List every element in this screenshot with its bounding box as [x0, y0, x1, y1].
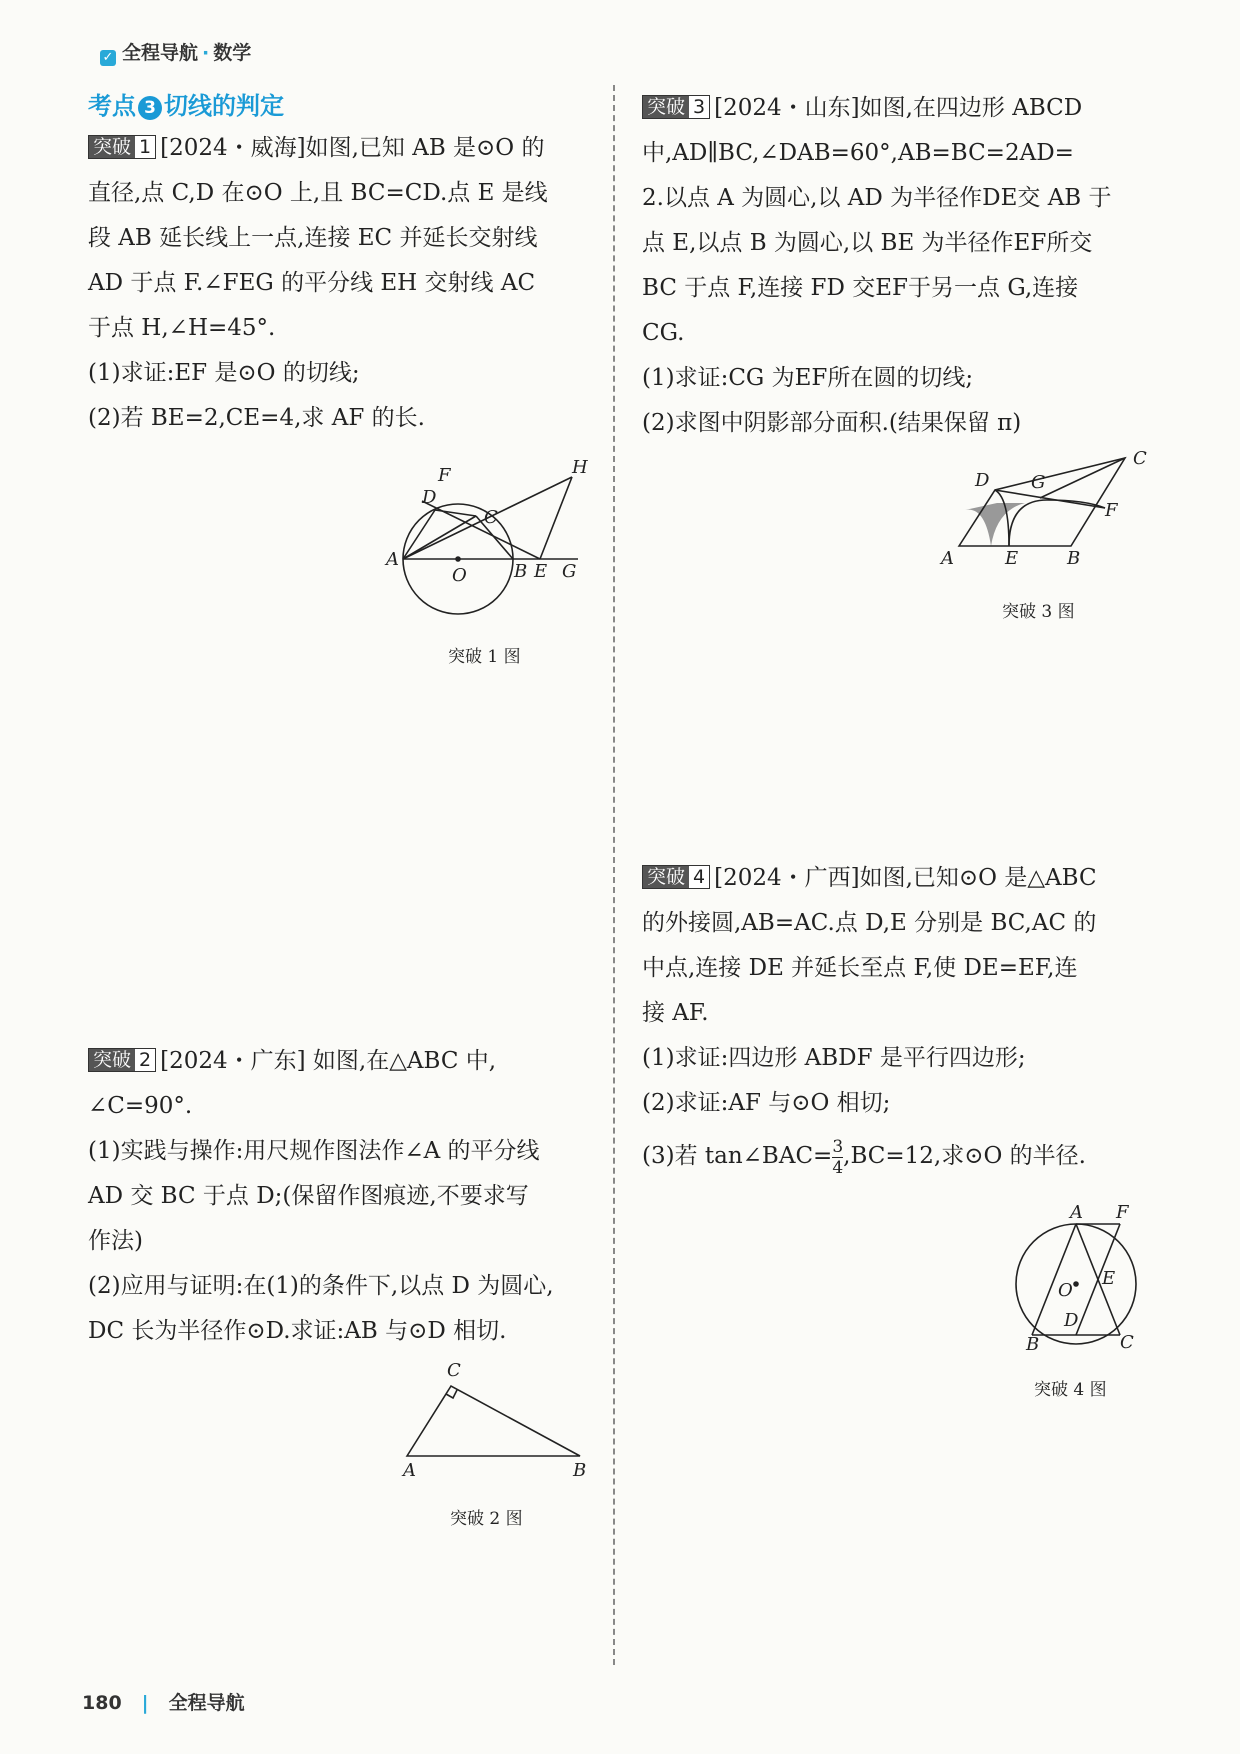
- label-D: D: [422, 487, 437, 508]
- label-B: B: [1026, 1334, 1040, 1355]
- problem-source: [2024・广西]: [714, 865, 860, 891]
- figure-3: [935, 448, 1155, 572]
- label-C: C: [484, 507, 498, 528]
- label-E: E: [1102, 1268, 1116, 1289]
- header-subject: 数学: [213, 42, 252, 64]
- label-H: H: [572, 457, 588, 478]
- question: (2)若 BE=2,CE=4,求 AF 的长.: [88, 405, 425, 431]
- label-O: O: [452, 565, 467, 586]
- label-C: C: [447, 1360, 461, 1381]
- problem-1-line: 突破 1 [2024・威海]如图,已知 AB 是⊙O 的: [88, 126, 593, 171]
- problem-text: 直径,点 C,D 在⊙O 上,且 BC=CD.点 E 是线: [88, 180, 548, 206]
- question: (2)应用与证明:在(1)的条件下,以点 D 为圆心,: [88, 1273, 554, 1299]
- section-title: [88, 86, 593, 126]
- label-A: A: [403, 1460, 416, 1481]
- check-icon: ✓: [100, 50, 116, 66]
- problem-text: 段 AB 延长线上一点,连接 EC 并延长交射线: [88, 225, 538, 251]
- label-F: F: [438, 465, 451, 486]
- label-B: B: [514, 561, 528, 582]
- footer-title: 全程导航: [168, 1692, 245, 1714]
- label-C: C: [1120, 1332, 1134, 1353]
- section-prefix: 考点: [88, 92, 136, 120]
- figure-1-caption: 突破 1 图: [448, 647, 521, 667]
- header-separator: ·: [202, 42, 210, 64]
- question: (1)求证:CG 为EF所在圆的切线;: [642, 365, 974, 391]
- question: (1)实践与操作:用尺规作图法作∠A 的平分线: [88, 1138, 540, 1164]
- figure-2-caption: 突破 2 图: [450, 1509, 523, 1529]
- figure-3-caption: 突破 3 图: [1002, 602, 1075, 622]
- left-column: [88, 86, 593, 441]
- fraction: $\frac{3}{4}$: [832, 1136, 844, 1178]
- label-A: A: [386, 549, 399, 570]
- problem-source: [2024・威海]: [160, 135, 306, 161]
- label-D: D: [975, 470, 990, 491]
- label-D: D: [1064, 1310, 1079, 1331]
- problem-text: 于点 H,∠H=45°.: [88, 315, 276, 341]
- problem-1: [88, 126, 593, 441]
- header-title: 全程导航: [122, 42, 199, 64]
- problem-text: 中点,连接 DE 并延长至点 F,使 DE=EF,连: [642, 955, 1078, 981]
- problem-text: 中,AD∥BC,∠DAB=60°,AB=BC=2AD=: [642, 140, 1074, 166]
- problem-tag: 突破 2: [88, 1048, 156, 1072]
- problem-text: ∠C=90°.: [88, 1093, 193, 1119]
- label-G: G: [562, 561, 577, 582]
- page-number: 180: [82, 1692, 122, 1714]
- label-G: G: [1031, 472, 1046, 493]
- question: 作法): [88, 1228, 143, 1254]
- label-C: C: [1133, 448, 1147, 469]
- problem-tag: 突破 4: [642, 865, 710, 889]
- label-E: E: [1005, 548, 1019, 569]
- problem-text: 的外接圆,AB=AC.点 D,E 分别是 BC,AC 的: [642, 910, 1097, 936]
- problem-source: [2024・广东]: [160, 1048, 306, 1074]
- label-B: B: [573, 1460, 587, 1481]
- figure-2: [395, 1360, 595, 1484]
- problem-text: BC 于点 F,连接 FD 交EF于另一点 G,连接: [642, 275, 1079, 301]
- label-F: F: [1116, 1202, 1129, 1223]
- page-footer: [82, 1688, 245, 1715]
- figure-1: [380, 455, 590, 639]
- label-A: A: [1070, 1202, 1083, 1223]
- figure-4: [1010, 1200, 1150, 1364]
- question: DC 长为半径作⊙D.求证:AB 与⊙D 相切.: [88, 1318, 507, 1344]
- problem-4: 突破 4 [2024・广西]如图,已知⊙O 是△ABC 的外接圆,AB=AC.点 D,E 分别是 BC,AC 的 中点,连接 DE 并延长至点 F,使 DE=EF,连 接 AF. (1)求证:四边形 ABDF 是平行四边形; (2)求证:AF 与⊙O 相切; (3)若 tan∠BAC= $\frac{3}{4}$ ,BC=12,求⊙O 的半径.: [642, 856, 1147, 1179]
- label-O: O: [1058, 1280, 1073, 1301]
- footer-divider: |: [141, 1692, 149, 1714]
- problem-text: 接 AF.: [642, 1000, 709, 1026]
- problem-tag: 突破 3: [642, 95, 710, 119]
- question: (2)求图中阴影部分面积.(结果保留 π): [642, 410, 1022, 436]
- problem-2: 突破 2 [2024・广东] 如图,在△ABC 中, ∠C=90°. (1)实践与操作:用尺规作图法作∠A 的平分线 AD 交 BC 于点 D;(保留作图痕迹,不要求写 作法) (2)应用与证明:在(1)的条件下,以点 D 为圆心, DC 长为半径作⊙D.求证:AB 与⊙D 相切.: [88, 1039, 593, 1354]
- label-B: B: [1067, 548, 1081, 569]
- problem-3: 突破 3 [2024・山东]如图,在四边形 ABCD 中,AD∥BC,∠DAB=60°,AB=BC=2AD= 2.以点 A 为圆心,以 AD 为半径作DE交 AB 于 点 E,以点 B 为圆心,以 BE 为半径作EF所交 BC 于点 F,连接 FD 交EF于另一点 G,连接 CG. (1)求证:CG 为EF所在圆的切线; (2)求图中阴影部分面积.(结果保留 π): [642, 86, 1147, 446]
- section-name: 切线的判定: [164, 92, 284, 120]
- problem-source: [2024・山东]: [714, 95, 860, 121]
- problem-text: CG.: [642, 320, 685, 346]
- figure-4-caption: 突破 4 图: [1034, 1380, 1107, 1400]
- problem-text: 2.以点 A 为圆心,以 AD 为半径作DE交 AB 于: [642, 185, 1112, 211]
- column-divider: [613, 85, 615, 1665]
- question: (1)求证:EF 是⊙O 的切线;: [88, 360, 360, 386]
- question: (1)求证:四边形 ABDF 是平行四边形;: [642, 1045, 1026, 1071]
- question: (2)求证:AF 与⊙O 相切;: [642, 1090, 891, 1116]
- question: AD 交 BC 于点 D;(保留作图痕迹,不要求写: [88, 1183, 529, 1209]
- problem-tag: 突破 1: [88, 135, 156, 159]
- page-header: [100, 38, 251, 66]
- label-A: A: [941, 548, 954, 569]
- label-E: E: [534, 561, 548, 582]
- section-number: 3: [138, 96, 162, 120]
- question-3: (3)若 tan∠BAC= $\frac{3}{4}$ ,BC=12,求⊙O 的半径.: [642, 1136, 1086, 1178]
- problem-text: 点 E,以点 B 为圆心,以 BE 为半径作EF所交: [642, 230, 1093, 256]
- problem-text: AD 于点 F.∠FEG 的平分线 EH 交射线 AC: [88, 270, 536, 296]
- label-F: F: [1105, 500, 1118, 521]
